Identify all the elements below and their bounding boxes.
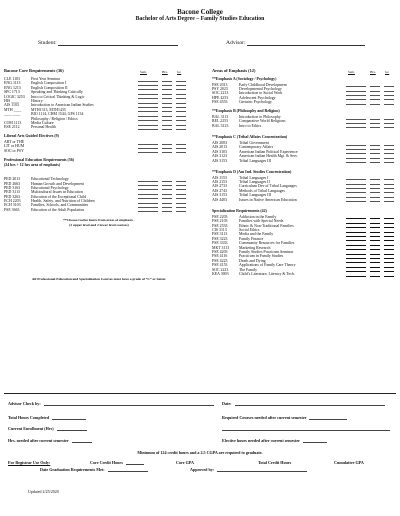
gr-head: Gr. [177,70,182,74]
course-code: FSE 4153 [212,263,228,268]
course-row [212,272,400,276]
course-name: The Family [239,267,258,272]
approved-by-blank[interactable] [217,468,307,472]
course-name: History [31,98,43,103]
professional-subtitle: (24 hrs + 12 hrs area of emphasis) [4,163,61,168]
course-code: AIS 1103 [4,103,19,108]
grade-blank[interactable] [384,127,394,128]
date-grad-field[interactable] [40,467,148,472]
course-code: AIS 2013 [212,145,228,150]
course-name: Personal Health [31,125,56,130]
current-enrollment-label: Current Enrollment (Hrs) [8,426,54,431]
student-blank[interactable] [58,40,178,46]
semester-blank[interactable] [138,211,158,212]
semester-blank[interactable] [346,201,366,202]
emphasis-d-list [212,176,400,202]
emphasis-c-title: **Emphasis C (Tribal Affairs Concentration) [212,135,288,140]
course-name: Developmental Psychology [239,87,282,92]
advisor-check-label: Advisor Check by: [8,401,41,406]
course-code: AIS 2743 [212,188,228,193]
course-code: REL 2253 [212,119,228,124]
course-name: BIO 1114, CHM 1544, GPS 1134 [31,112,84,117]
course-code: CIS 3113 [212,228,227,232]
choose-note-line1: **Choose twelve hours from areas of emphasis - [63,218,135,223]
total-hours-label: Total Hours Completed [8,415,50,420]
course-name: Introduction to Social Work [239,91,283,96]
footer-divider [4,393,396,394]
course-code: FSE 3333 [212,241,228,246]
semester-blank[interactable] [138,129,158,130]
course-code: FSE 3663 [4,207,20,212]
date-blank[interactable] [235,402,385,406]
emphasis-d-title: **Emphasis D (Am Ind. Studies Concentration) [212,169,292,174]
semester-blank[interactable] [346,104,366,105]
student-field[interactable] [38,40,178,46]
date-grad-label: Date Graduation Requirements Met: [40,467,105,472]
registrar-row [8,460,50,465]
elective-label: ART or THE [4,139,25,144]
course-code: AIS 4403 [212,197,228,202]
course-code: PED 3263 [4,194,21,199]
course-name: Ethnic & Non-Traditional Families [239,223,294,228]
course-code: AIS 3153 [212,193,228,198]
advisor-label: Advisor: [226,40,246,46]
course-name: Child’s Literature, Literacy & Tech. [239,271,295,276]
course-name: Families with Special Needs [239,219,284,224]
course-name: Death and Dying [239,258,266,263]
course-code: AIS 3123 [212,154,228,159]
course-name: Early Childhood Development [239,82,287,87]
current-enrollment-field[interactable] [8,426,87,431]
course-name: Families, Schools, and Communities [31,203,89,208]
course-code: SPC 1713 [4,90,20,95]
hours-blank[interactable] [162,129,172,130]
specialization-title: Specialization Requirements (42) [212,209,267,214]
core-header [4,68,194,74]
course-name: Tribal Government [239,140,269,145]
graduation-minimum: Minimum of 124 credit hours and a 2.5 CGPA are required to graduate. [137,450,263,455]
emphasis-title: Areas of Emphasis (12) [212,68,256,73]
emphasis-a-list [212,83,400,105]
grade-note: All Professional Education and Specialization Courses must have a grade of “C” or better. [31,276,167,281]
hrs-head-right: Hrs. [370,70,376,74]
course-code: PED 2013 [4,177,21,182]
course-row [212,100,400,104]
course-name: Tribal Languages III [239,193,272,198]
course-name: Education of the Exceptional Child [31,194,86,199]
required-courses-field[interactable] [222,415,347,420]
course-name: Speaking and Thinking Critically [31,90,83,95]
course-name: American Indian Political Experience [239,149,298,154]
elective-hours-blank[interactable] [303,439,327,443]
advisor-check-field[interactable] [8,401,214,406]
course-code: COM 1113 [4,120,22,125]
emphasis-c-list [212,141,400,163]
grade-blank[interactable] [384,276,394,277]
grade-blank[interactable] [384,104,394,105]
course-code: ECH 2203 [4,199,21,204]
course-name: Media and the Family [239,232,274,237]
course-code: AIS 2003 [212,140,228,145]
course-name: Family Finance [239,236,264,241]
course-code: ENG 1213 [4,85,21,90]
sem-head-right: Sem. [348,70,355,74]
course-code: ECH 3103 [4,203,21,208]
course-name: Methods of Tribal Languages [239,188,285,193]
approved-by-label: Approved by: [190,467,215,472]
hours-blank[interactable] [370,201,380,202]
date-label: Date: [222,401,232,406]
course-code: MKT 3113 [212,245,230,250]
course-code: BAL 3123 [212,123,229,128]
course-name: Marketing Research [239,245,271,250]
course-name: Intro to Critical Thinking & Logic [31,94,85,99]
total-hours-blank[interactable] [52,416,86,420]
hours-blank[interactable] [162,152,172,153]
course-name: Issues in Native American Education [239,197,297,202]
course-name: Applications of Family Care Theory [239,263,296,268]
professional-list [4,177,194,212]
course-name: Contemporary Affairs [239,145,274,150]
semester-blank[interactable] [138,152,158,153]
course-name: Social Ethics [239,228,260,232]
course-name: Tribal Languages II [239,180,270,184]
student-label: Student: [38,40,57,46]
course-code: PSY 2023 [212,87,228,92]
emphasis-header [212,68,400,74]
emphasis-b-title: **Emphasis B (Philosophy and Religion) [212,109,280,114]
updated-date: Updated 2/25/2020 [28,489,59,494]
course-code: BAL 3113 [212,114,229,119]
liberal-title: Liberal Arts Guided Electives (9) [4,134,59,139]
course-row [4,208,194,212]
course-code: FSE 3223 [212,236,228,241]
core-credit-field[interactable] [90,460,144,465]
required-courses-label: Required Courses needed after current semester [222,415,307,420]
course-code: KEA 3003 [212,271,229,276]
current-enrollment-blank[interactable] [57,427,87,431]
course-code: AIS 2153 [212,180,228,184]
course-code: FSE 3113 [212,232,228,237]
hours-blank[interactable] [370,127,380,128]
course-row [4,125,194,129]
date-grad-blank[interactable] [108,468,148,472]
emphasis-b-list [212,115,400,128]
degree-title: Bachelor of Arts Degree – Family Studies Education [135,16,265,22]
course-row [212,198,400,202]
course-code: FSE 4553 [212,100,228,105]
course-code: SOC 2223 [212,267,229,272]
core-credit-blank[interactable] [126,461,144,465]
advisor-blank[interactable] [247,40,365,46]
professional-title: Professional Education Requirements (36) [4,157,74,162]
elective-label: LIT or HUM [4,144,25,149]
course-code: MTH ____ [4,107,22,112]
choose-note [4,218,194,227]
course-code: FSE 2203 [212,214,228,219]
course-name: Multicultural Issues in Education [31,190,83,195]
grade-blank[interactable] [176,211,186,212]
course-name: Educational Technology [31,177,69,182]
course-name: Community Resources for Families [239,241,295,246]
hrs-needed-field[interactable] [8,438,92,443]
required-courses-blank[interactable] [309,416,347,420]
elective-hours-field[interactable] [222,438,327,443]
advisor-check-blank[interactable] [44,402,214,406]
semester-blank[interactable] [346,276,366,277]
sem-head: Sem. [140,70,147,74]
course-code: ____ ____ [4,112,21,117]
course-code: SOC 2213 [212,91,229,96]
date-field[interactable] [222,401,385,406]
course-name: Addiction in the Family [239,214,277,219]
course-code: PED 2663 [4,181,21,186]
approved-by-field[interactable] [190,467,307,472]
choose-note-line2: (2 upper level and 2 lower level courses) [69,222,129,227]
elective-hours-label: Elective hours needed after current semester [222,438,300,443]
gr-head-right: Gr. [385,70,390,74]
course-code: HIS ____ [4,98,20,103]
advisor-field[interactable] [226,40,365,46]
course-name: American Indian Health Mgt. & Serv. [239,154,298,159]
cumulative-gpa-label: Cumulative GPA [334,460,364,465]
required-courses-blank-2[interactable] [222,427,390,431]
course-name: Family Studies Practicum Seminar [239,249,294,254]
course-code: CLE 1103 [4,77,20,81]
course-code: PED 3113 [4,190,20,195]
course-name: First Year Seminar [31,77,61,81]
course-name: Human Growth and Development [31,181,84,186]
hours-blank[interactable] [370,162,380,163]
course-code: FSE 4203 [212,249,228,254]
course-name: English Composition I [31,81,67,86]
required-courses-line2[interactable] [222,426,390,431]
course-name: Education of the Adult Population [31,207,85,212]
course-name: Introduction to American Indian Studies [31,103,94,108]
college-title: Bacone College [177,8,223,16]
hours-blank[interactable] [370,276,380,277]
hours-blank[interactable] [370,104,380,105]
core-credit-label: Core Credit Hours [90,460,123,465]
grade-blank[interactable] [384,162,394,163]
grade-blank[interactable] [384,201,394,202]
course-code: PED 3163 [4,185,21,190]
course-name: Curriculum Dev of Tribal Languages [239,184,297,189]
hrs-needed-blank[interactable] [72,439,92,443]
core-course-list [4,77,194,130]
course-name: MTH1313, MTH1435 [31,107,66,112]
course-name: Practicum in Family Studies [239,254,284,259]
emphasis-a-title: **Emphasis A (Sociology / Psychology) [212,77,277,81]
course-name: Health, Safety, and Nutrition of Children [31,199,95,204]
course-row [4,149,194,153]
course-code: AIS 2733 [212,184,228,189]
course-code: FSE 2013 [212,82,228,87]
grade-blank[interactable] [176,152,186,153]
right-column [212,68,400,276]
course-code: ENG 1113 [4,81,21,86]
elective-label: SOC or PSY [4,148,24,153]
liberal-list [4,140,194,153]
course-code: ESE 2112 [4,125,20,130]
total-credit-label: Total Credit Hours [258,460,292,465]
course-name: Introduction to Philosophy [239,114,281,119]
course-code: LOGIC 3253 [4,94,25,99]
course-name: Philosophy / Religion / Ethics [31,116,78,121]
semester-blank[interactable] [346,127,366,128]
specialization-list [212,215,400,276]
course-name: Media Culture [31,120,54,125]
course-name: Educational Psychology [31,185,69,190]
course-name: Geriatric Psychology [239,100,272,105]
course-code: AIS 1153 [212,175,227,180]
course-row [212,159,400,163]
registrar-label: For Registrar Use Only: [8,460,51,465]
course-name: Tribal Languages III [239,158,272,163]
hrs-head: Hrs. [162,70,168,74]
core-title: Bacone Core Requirements (36) [4,68,64,73]
semester-blank[interactable] [346,162,366,163]
course-code: FSE 4116 [212,254,228,259]
core-gpa-label: Core GPA [176,460,194,465]
course-code: FSE 2103 [212,219,228,224]
course-name: Comparative World Religions [239,119,286,124]
hrs-needed-label: Hrs. needed after current semester [8,438,69,443]
course-code: FSE 2533 [212,223,228,228]
left-column [4,68,194,284]
course-code: HPE 4253 [212,95,229,100]
course-code: AIS 3103 [212,149,228,154]
course-name: Intro to Ethics [239,123,262,128]
course-name: Adolescent Psychology [239,95,276,100]
course-code: FSE 4223 [212,258,228,263]
hours-blank[interactable] [162,211,172,212]
grade-blank[interactable] [176,129,186,130]
total-hours-field[interactable] [8,415,86,420]
course-row [212,124,400,128]
course-name: English Composition II [31,85,68,90]
course-name: Tribal Languages I [239,175,269,180]
course-code: AIS 3153 [212,158,228,163]
